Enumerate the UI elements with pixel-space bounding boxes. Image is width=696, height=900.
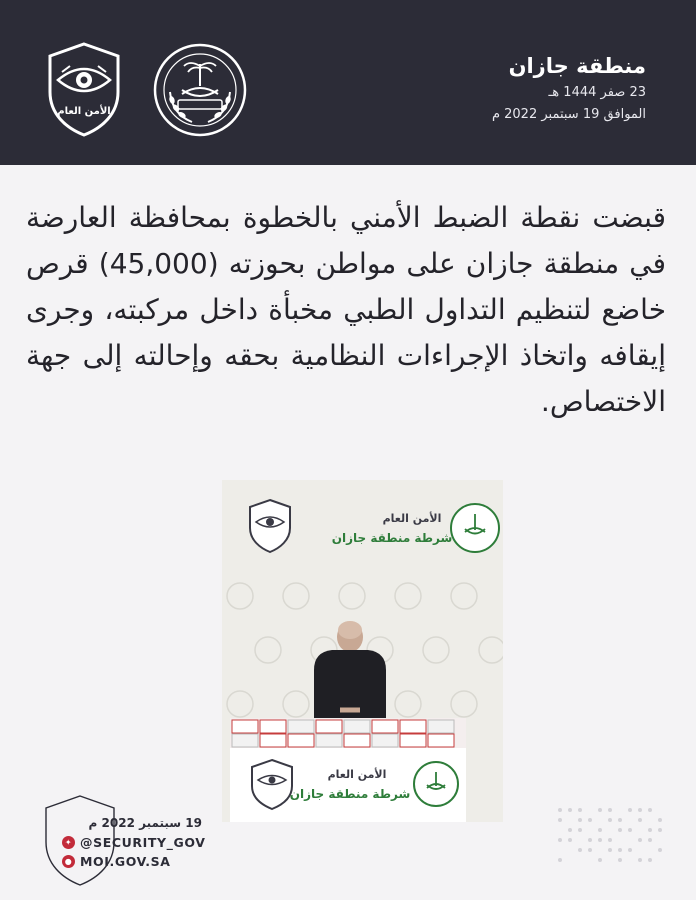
news-body-text: قبضت نقطة الضبط الأمني بالخطوة بمحافظة العارضة في منطقة جازان على مواطن بحوزته (45,000) قرص خاضع لتنظيم التداول الطبي مخبأة داخل مركبته، وجرى إيقافه واتخاذ الإجراءات النظامية بحقه وإحالته إلى جهة الاختصاص. [26,201,666,418]
public-security-shield-icon [40,40,128,138]
region-title: منطقة جازان [508,54,646,78]
banner-top-line2: شرطة منطقة جازان [331,531,453,545]
hijri-date: 23 صفر 1444 هـ [548,85,646,100]
twitter-handle: @SECURITY_GOV [80,835,206,850]
police-emblem-icon [152,42,248,138]
footer-info [62,815,206,870]
decorative-dot-grid-icon [555,805,665,865]
banner-bottom-line1: الأمن العام [327,768,387,781]
banner-bottom-line2: شرطة منطقة جازان [289,787,411,801]
banner-top-line1: الأمن العام [382,512,442,525]
header-band [0,0,696,165]
website-url: MOI.GOV.SA [80,854,171,869]
news-photo [222,480,503,822]
footer-date: 19 سبتمبر 2022 م [88,816,202,830]
footer-twitter[interactable] [62,834,206,851]
gregorian-date: الموافق 19 سبتمبر 2022 م [491,107,646,122]
shield-logo-text: الأمن العام [57,106,111,117]
globe-icon: ● [62,855,75,868]
photo-scene [222,480,503,822]
twitter-icon: ✦ [62,836,75,849]
header-text [346,50,646,126]
footer-website[interactable] [62,853,202,870]
